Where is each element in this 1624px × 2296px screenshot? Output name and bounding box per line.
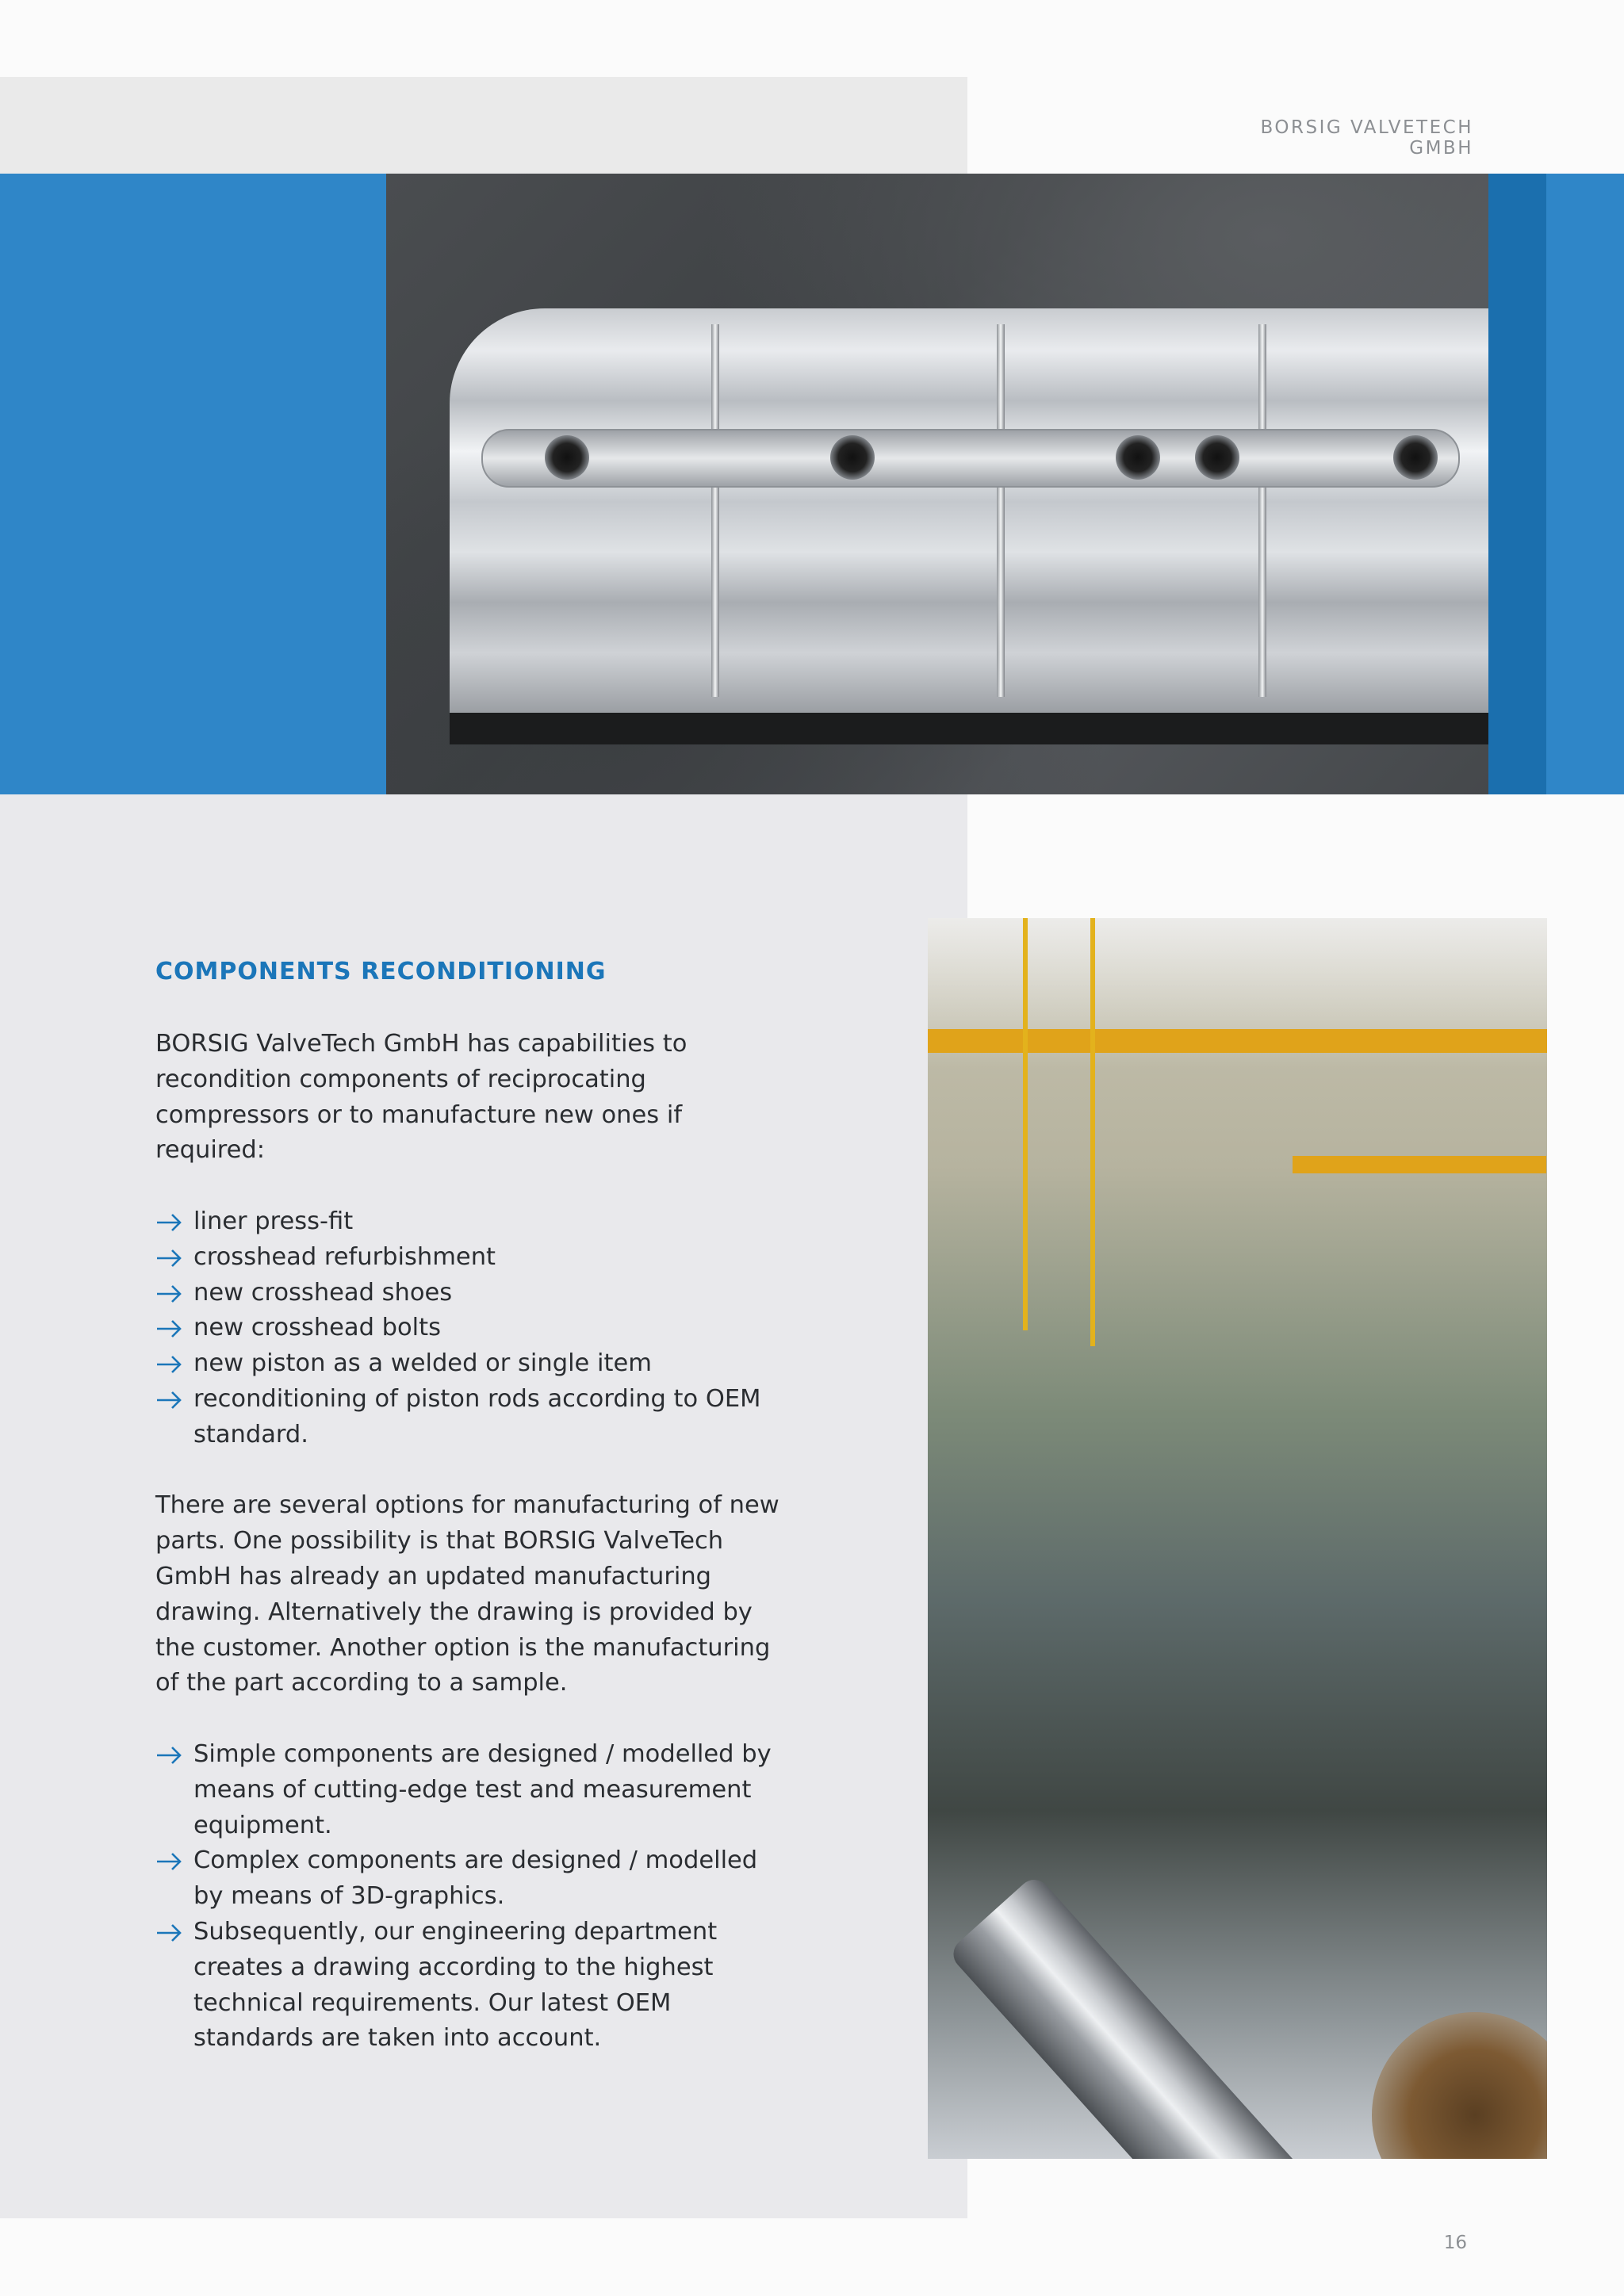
list-item: [155, 1240, 790, 1276]
header-grey-band: [0, 77, 967, 174]
workpiece-base: [450, 713, 1488, 744]
arrow-right-icon: [155, 1284, 182, 1303]
list-item-label: Simple components are designed / modelled by means of cutting-edge test and measurement equipment.: [193, 1739, 772, 1839]
options-paragraph: There are several options for manufacturing of new parts. One possibility is that BORSIG ValveTech GmbH has already an updated manufacturing drawing. Alternatively the drawing is provided by the customer. Another option is the manufacturing of the part according to a sample.: [155, 1491, 779, 1697]
process-list: [155, 1737, 790, 2057]
spacer: [155, 1453, 790, 1489]
crane-beam: [1293, 1156, 1546, 1173]
arrow-right-icon: [155, 1923, 182, 1942]
list-item: [155, 1311, 790, 1346]
list-item: [155, 1276, 790, 1311]
list-item-label: new crosshead bolts: [193, 1314, 441, 1342]
list-item: [155, 1915, 790, 2057]
lifting-strap: [1023, 918, 1028, 1330]
groove: [997, 324, 1005, 697]
arrow-right-icon: [155, 1319, 182, 1338]
list-item-label: new piston as a welded or single item: [193, 1349, 652, 1378]
list-item: [155, 1382, 790, 1453]
list-item-label: Complex components are designed / modelled by means of 3D-graphics.: [193, 1846, 758, 1911]
workpiece-body: [450, 308, 1488, 729]
list-item: [155, 1843, 790, 1915]
bolt-hole: [1116, 435, 1160, 480]
groove: [711, 324, 719, 697]
capabilities-list: [155, 1204, 790, 1453]
list-item-label: Subsequently, our engineering department creates a drawing according to the highest technical requirements. Our latest OEM standards are taken into account.: [193, 1917, 718, 2053]
photo-piston-rod: [928, 918, 1547, 2159]
lifting-strap: [1090, 918, 1095, 1346]
page-number: 16: [1443, 2233, 1467, 2253]
crane-beam: [928, 1029, 1547, 1053]
bolt-hole: [1393, 435, 1438, 480]
arrow-right-icon: [155, 1852, 182, 1871]
piston-rod-end: [1372, 2012, 1547, 2159]
bolt-hole: [1195, 435, 1239, 480]
arrow-right-icon: [155, 1213, 182, 1232]
arrow-right-icon: [155, 1391, 182, 1410]
list-item: [155, 1346, 790, 1382]
list-item-label: reconditioning of piston rods according to OEM standard.: [193, 1384, 761, 1448]
intro-paragraph: BORSIG ValveTech GmbH has capabilities to recondition components of reciprocating compressors or to manufacture new ones if required:: [155, 1030, 688, 1165]
list-item: [155, 1204, 790, 1240]
photo-machined-part: [386, 174, 1488, 794]
body-text: [155, 1027, 790, 2057]
arrow-right-icon: [155, 1355, 182, 1374]
blue-band-accent: [1488, 174, 1546, 794]
list-item-label: crosshead refurbishment: [193, 1242, 496, 1271]
section-heading: COMPONENTS RECONDITIONING: [155, 958, 607, 985]
company-name: BORSIG VALVETECH GMBH: [1260, 117, 1473, 159]
spacer: [155, 1701, 790, 1737]
list-item-label: liner press-fit: [193, 1207, 354, 1235]
spacer: [155, 1169, 790, 1204]
list-item: [155, 1737, 790, 1843]
arrow-right-icon: [155, 1746, 182, 1765]
list-item-label: new crosshead shoes: [193, 1278, 453, 1307]
bolt-hole: [545, 435, 589, 480]
groove: [1258, 324, 1266, 697]
arrow-right-icon: [155, 1249, 182, 1268]
slot: [481, 429, 1460, 488]
bolt-hole: [830, 435, 875, 480]
